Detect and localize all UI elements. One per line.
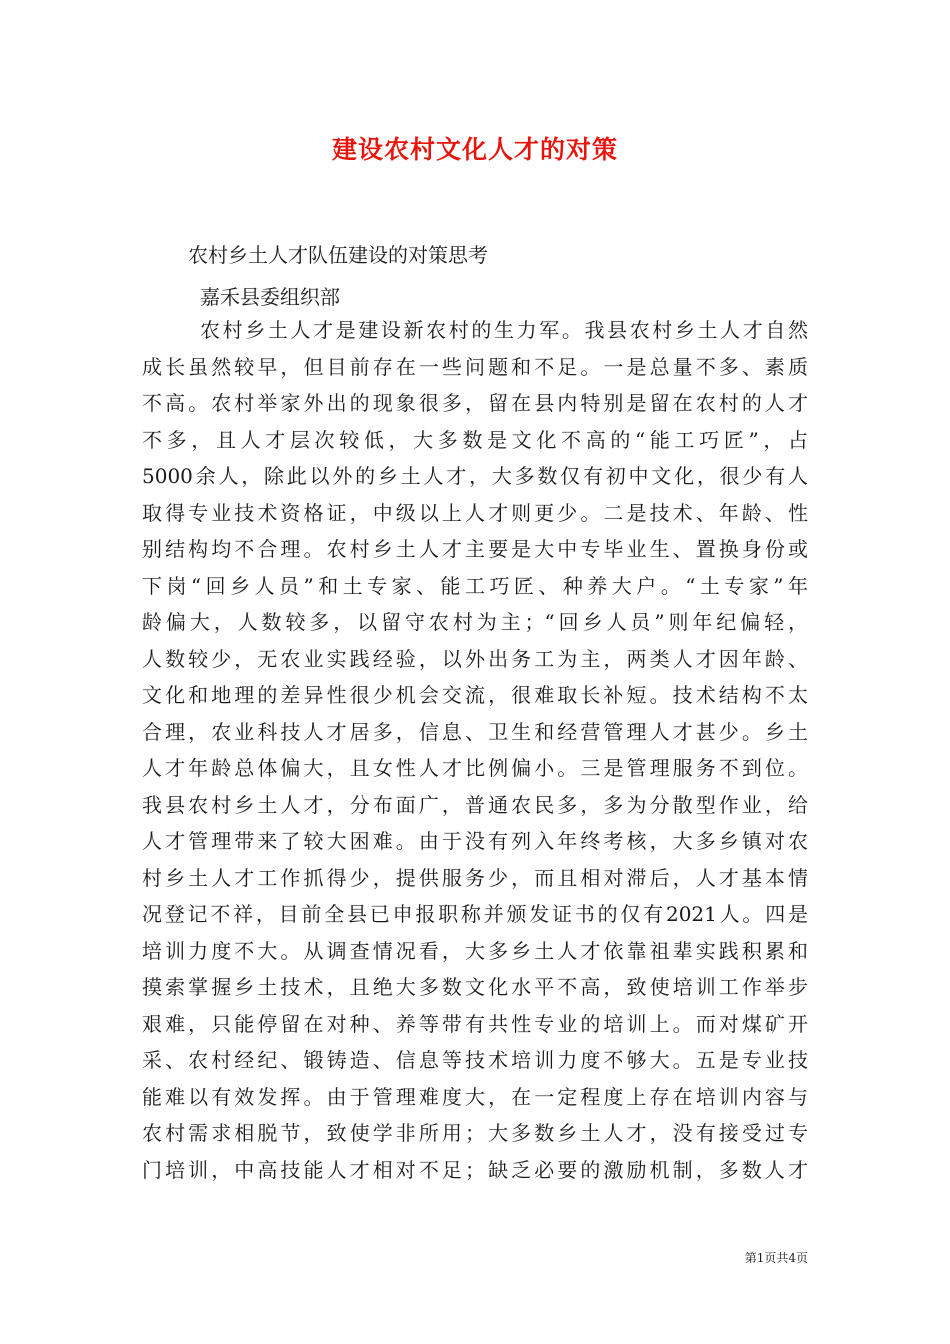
body-line: 人数较少，无农业实践经验，以外出务工为主，两类人才因年龄、 bbox=[142, 646, 808, 671]
body-line: 我县农村乡土人才，分布面广，普通农民多，多为分散型作业，给 bbox=[142, 792, 808, 817]
body-line: 农村需求相脱节，致使学非所用；大多数乡土人才，没有接受过专 bbox=[142, 1121, 808, 1145]
body-line: 况登记不祥，目前全县已申报职称并颁发证书的仅有2021人。四是 bbox=[142, 902, 808, 926]
body-line: 人才年龄总体偏大，且女性人才比例偏小。三是管理服务不到位。 bbox=[142, 756, 808, 780]
body-line: 别结构均不合理。农村乡土人才主要是大中专毕业生、置换身份或 bbox=[142, 537, 808, 561]
body-line: 取得专业技术资格证，中级以上人才则更少。二是技术、年龄、性 bbox=[142, 500, 808, 525]
body-line: 人才管理带来了较大困难。由于没有列入年终考核，大多乡镇对农 bbox=[142, 829, 808, 853]
body-line: 下岗“回乡人员”和土专家、能工巧匠、种养大户。“土专家”年 bbox=[142, 573, 808, 598]
subtitle: 农村乡土人才队伍建设的对策思考 bbox=[188, 243, 488, 267]
body-line: 村乡土人才工作抓得少，提供服务少，而且相对滞后，人才基本情 bbox=[142, 865, 808, 890]
body-line: 成长虽然较早，但目前存在一些问题和不足。一是总量不多、素质 bbox=[142, 354, 808, 379]
body-line: 不高。农村举家外出的现象很多，留在县内特别是留在农村的人才 bbox=[142, 391, 808, 415]
page-title: 建设农村文化人才的对策 bbox=[331, 135, 618, 164]
body-line: 能难以有效发挥。由于管理难度大，在一定程度上存在培训内容与 bbox=[142, 1084, 808, 1109]
body-line: 合理，农业科技人才居多，信息、卫生和经营管理人才甚少。乡土 bbox=[142, 719, 808, 744]
body-line: 艰难，只能停留在对种、养等带有共性专业的培训上。而对煤矿开 bbox=[142, 1011, 808, 1036]
body-line: 农村乡土人才是建设新农村的生力军。我县农村乡土人才自然 bbox=[200, 318, 808, 342]
body-line: 不多，且人才层次较低，大多数是文化不高的“能工巧匠”，占 bbox=[142, 427, 808, 452]
body-line: 5000余人，除此以外的乡土人才，大多数仅有初中文化，很少有人 bbox=[142, 464, 808, 488]
author-line: 嘉禾县委组织部 bbox=[200, 285, 340, 309]
body-line: 培训力度不大。从调查情况看，大多乡土人才依靠祖辈实践积累和 bbox=[142, 938, 808, 963]
body-line: 文化和地理的差异性很少机会交流，很难取长补短。技术结构不太 bbox=[142, 683, 808, 707]
body-line: 采、农村经纪、锻铸造、信息等技术培训力度不够大。五是专业技 bbox=[142, 1048, 808, 1072]
body-text bbox=[142, 312, 808, 1188]
page-number-footer: 第1页共4页 bbox=[744, 1251, 808, 1265]
body-line: 摸索掌握乡土技术，且绝大多数文化水平不高，致使培训工作举步 bbox=[142, 975, 808, 999]
body-line: 龄偏大，人数较多，以留守农村为主；“回乡人员”则年纪偏轻， bbox=[142, 610, 808, 634]
body-line: 门培训，中高技能人才相对不足；缺乏必要的激励机制，多数人才 bbox=[142, 1157, 808, 1182]
